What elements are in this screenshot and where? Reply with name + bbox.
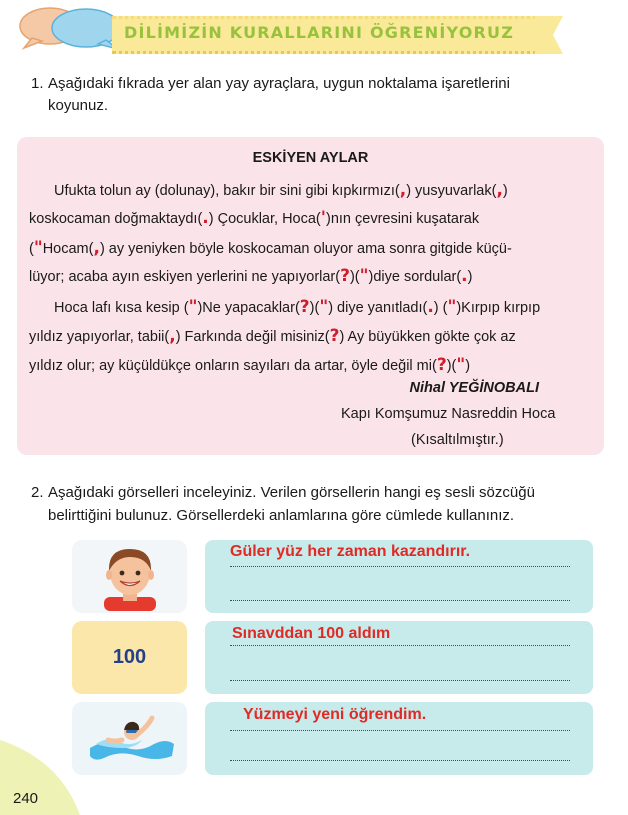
filled-mark: , (496, 180, 503, 200)
filled-mark: " (359, 266, 369, 286)
filled-mark: ' (320, 208, 326, 228)
passage-line-2: koskocaman doğmaktaydı(.) Çocuklar, Hoca(')nın çevresini kuşatarak (29, 208, 480, 228)
filled-mark: , (399, 180, 407, 200)
question-1-line-2: koyunuz. (48, 97, 109, 114)
smiling-face-icon (98, 543, 162, 611)
passage-line-1: Ufukta tolun ay (dolunay), bakır bir sini gibi kıpkırmızı(,) yusyuvarlak(,) (54, 180, 508, 200)
answer-line (230, 600, 570, 601)
answer-line (230, 760, 570, 761)
answer-text-3: Yüzmeyi yeni öğrendim. (243, 706, 427, 723)
page-corner-decoration (0, 740, 80, 815)
answer-line (230, 645, 570, 646)
filled-mark: . (202, 208, 209, 228)
passage-line-7: yıldız olur; ay küçüldükçe onların sayıları da artar, öyle değil mi(?)(") (29, 355, 471, 375)
answer-line (230, 730, 570, 731)
passage-line-6: yıldız yapıyorlar, tabii(,) Farkında değil misiniz(?) Ay büyükken gökte çok az (29, 326, 516, 346)
passage-line-3: ("Hocam(,) ay yeniyken böyle koskocaman oluyor ama sonra gitgide küçü- (29, 238, 512, 258)
answer-text-2: Sınavddan 100 aldım (232, 625, 391, 642)
filled-mark: ? (436, 355, 447, 375)
filled-mark: " (33, 238, 43, 258)
question-1-number: 1. (31, 75, 44, 92)
number-100: 100 (112, 646, 147, 668)
question-2-number: 2. (31, 484, 44, 501)
passage-line-4: lüyor; acaba ayın eskiyen yerlerini ne yapıyorlar(?)(")diye sordular(.) (29, 266, 473, 286)
swimmer-icon (86, 712, 176, 764)
filled-mark: " (319, 297, 329, 317)
passage-author: Nihal YEĞİNOBALI (409, 380, 539, 396)
answer-text-1: Güler yüz her zaman kazandırır. (230, 543, 471, 560)
passage-book-title: Kapı Komşumuz Nasreddin Hoca (341, 406, 556, 422)
answer-line (230, 680, 570, 681)
passage-note: (Kısaltılmıştır.) (411, 432, 504, 448)
question-2-line-2: belirttiğini bulunuz. Görsellerdeki anlamlarına göre cümlede kullanınız. (48, 507, 515, 524)
page-number: 240 (13, 790, 39, 807)
filled-mark: , (169, 326, 176, 346)
answer-line (230, 566, 570, 567)
filled-mark: " (447, 297, 457, 317)
question-2-line-1: Aşağıdaki görselleri inceleyiniz. Verilen görsellerin hangi eş sesli sözcüğü (48, 484, 535, 501)
filled-mark: " (456, 355, 466, 375)
filled-mark: ? (299, 297, 310, 317)
filled-mark: , (93, 238, 100, 258)
banner-ribbon-end (535, 16, 563, 54)
filled-mark: ? (340, 266, 350, 286)
filled-mark: " (188, 297, 198, 317)
page-title: DİLİMİZİN KURALLARINI ÖĞRENİYORUZ (124, 23, 515, 42)
filled-mark: . (461, 266, 468, 286)
passage-title: ESKİYEN AYLAR (252, 150, 369, 166)
question-1-line-1: Aşağıdaki fıkrada yer alan yay ayraçlara, uygun noktalama işaretlerini (48, 75, 510, 92)
filled-mark: . (427, 297, 434, 317)
passage-line-5: Hoca lafı kısa kesip (")Ne yapacaklar(?)(") diye yanıtladı(.) (")Kırpıp kırpıp (54, 297, 541, 317)
filled-mark: ? (329, 326, 340, 346)
